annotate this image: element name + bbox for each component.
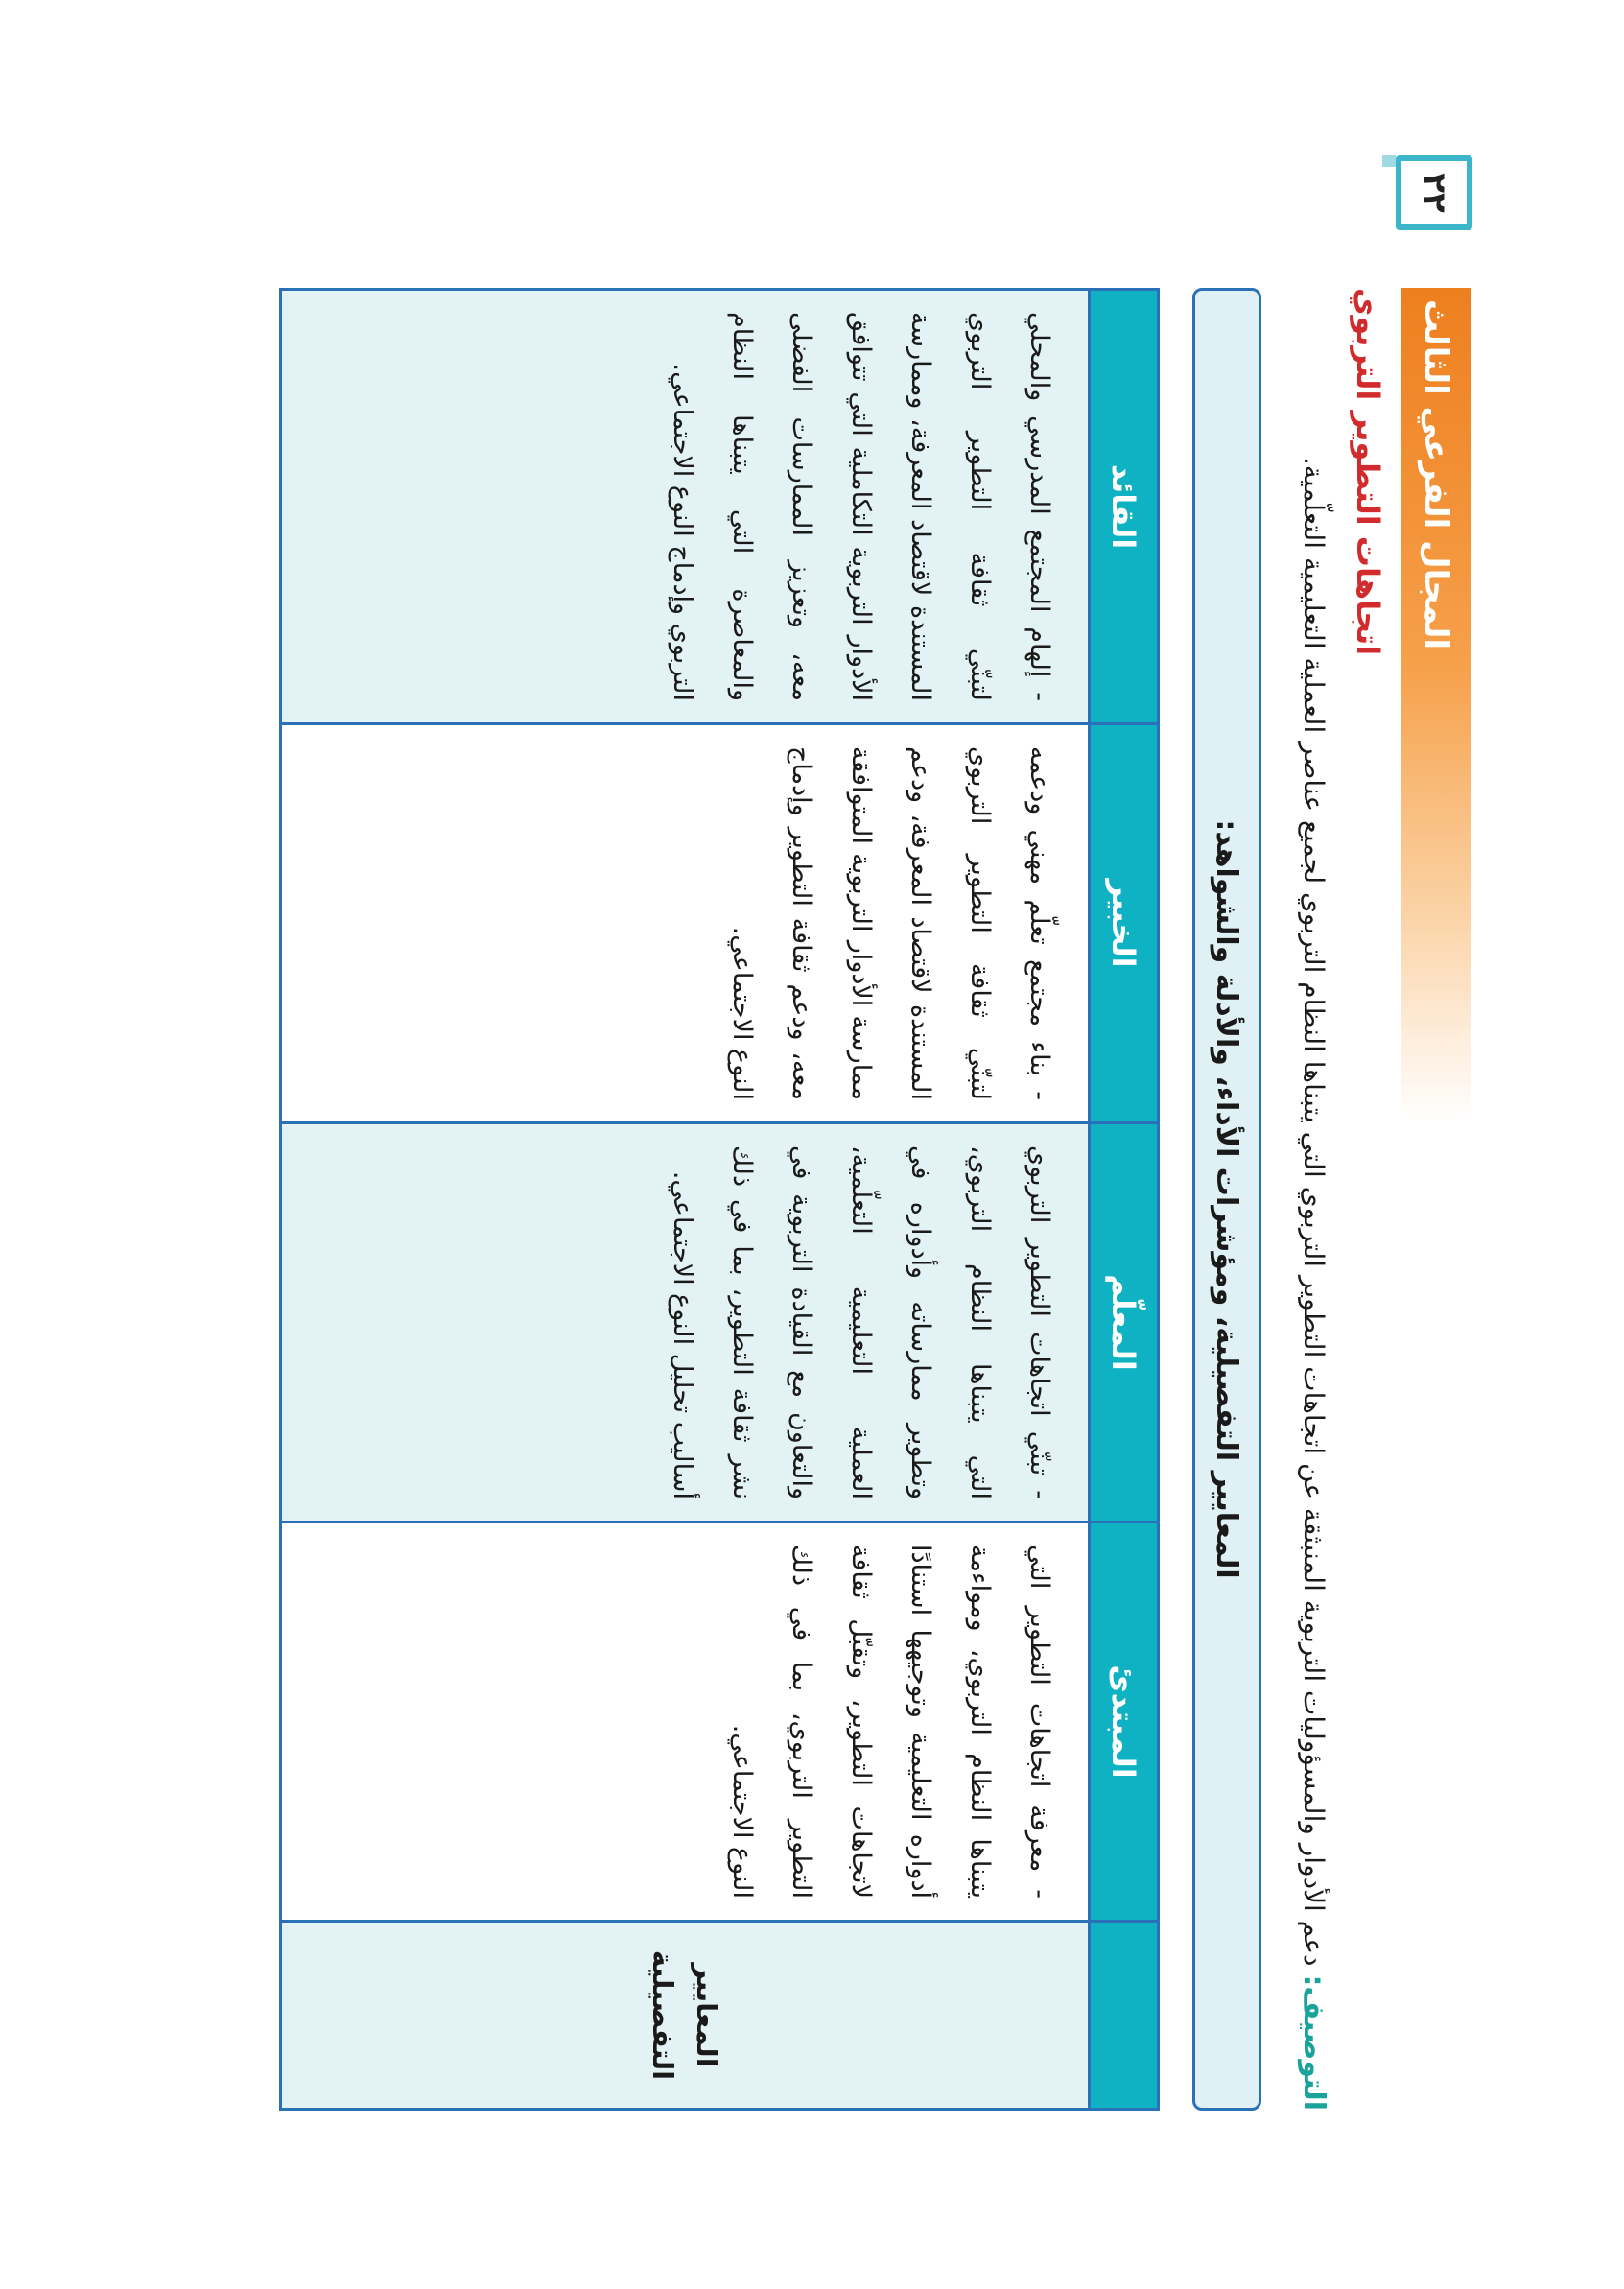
description bbox=[1284, 288, 1330, 2111]
subtitle-text: اتجاهات التطوير التربوي bbox=[1350, 288, 1386, 656]
column-header-leader: القائد bbox=[1088, 291, 1157, 722]
column-teacher bbox=[282, 1121, 1157, 1521]
cell-beginner: - معرفة اتجاهات التطوير التي يتبناها النظام التربوي، ومواءمة أدواره التعليمية وتوجيهها استنادًا لاتجاهات التطوير، وتقبّل ثقافة التطوير التربوي، بما في ذلك النوع الاجتماعي. bbox=[727, 1545, 1054, 1899]
page-number-accent bbox=[1382, 155, 1396, 167]
banner-title: المجال الفرعي الثالث bbox=[1417, 299, 1455, 650]
section-banner bbox=[1401, 288, 1471, 1122]
column-header-teacher: المعلّم bbox=[1088, 1124, 1157, 1521]
column-header-beginner: المبتدئ bbox=[1088, 1523, 1157, 1920]
column-expert bbox=[282, 722, 1157, 1121]
criteria-heading-box bbox=[1192, 288, 1261, 2111]
criteria-table bbox=[279, 288, 1160, 2111]
cell-teacher: - تبنّي اتجاهات التطوير التربوي التي يتبناها النظام التربوي، وتطوير ممارساته وأدواره في العملية التعليمية التعلّمية، والتعاون مع القيادة التربوية في نشر ثقافة التطوير، بما في ذلك أساليب تحليل النوع الاجتماعي. bbox=[668, 1145, 1054, 1499]
cell-leader: - إلهام المجتمع المدرسي والمحلي لتبنّي ثقافة التطوير التربوي المستندة لاقتصاد المعرفة، وممارسة الأدوار التربوية التكاملية التي تتوافق معه، وتعزيز الممارسات الفضلى والمعاصرة التي يتبناها النظام التربوي وإدماج النوع الاجتماعي. bbox=[668, 312, 1054, 701]
column-leader bbox=[282, 291, 1157, 722]
description-label: التوصيف: bbox=[1297, 1974, 1330, 2111]
criteria-heading: المعايير التفصيلية، ومؤشرات الأداء، والأدلة والشواهد: bbox=[1210, 819, 1244, 1579]
row-label-column bbox=[282, 1920, 1157, 2108]
column-beginner bbox=[282, 1521, 1157, 1920]
description-text: دعم الأدوار والمسؤوليات التربوية المنبثقة عن اتجاهات التطوير التربوي التي يتبناها النظام التربوي لجميع عناصر العملية التعليمية التعلّمية. bbox=[1298, 456, 1330, 1967]
page-number: ٢٢ bbox=[1396, 155, 1472, 230]
subtitle bbox=[1342, 288, 1386, 863]
row-label bbox=[282, 1923, 1088, 2108]
row-label-header bbox=[1088, 1923, 1157, 2108]
cell-expert: - بناء مجتمع تعلّم مهني ودعمه لتبنّي ثقافة التطوير التربوي المستندة لاقتصاد المعرفة، ودعم ممارسة الأدوار التربوية المتوافقة معه، ودعم ثقافة التطوير وإدماج النوع الاجتماعي. bbox=[727, 746, 1054, 1100]
row-label-line-2: التفصيلية bbox=[647, 1949, 679, 2081]
row-label-line-1: المعايير bbox=[691, 1963, 723, 2067]
column-header-expert: الخبير bbox=[1088, 725, 1157, 1121]
